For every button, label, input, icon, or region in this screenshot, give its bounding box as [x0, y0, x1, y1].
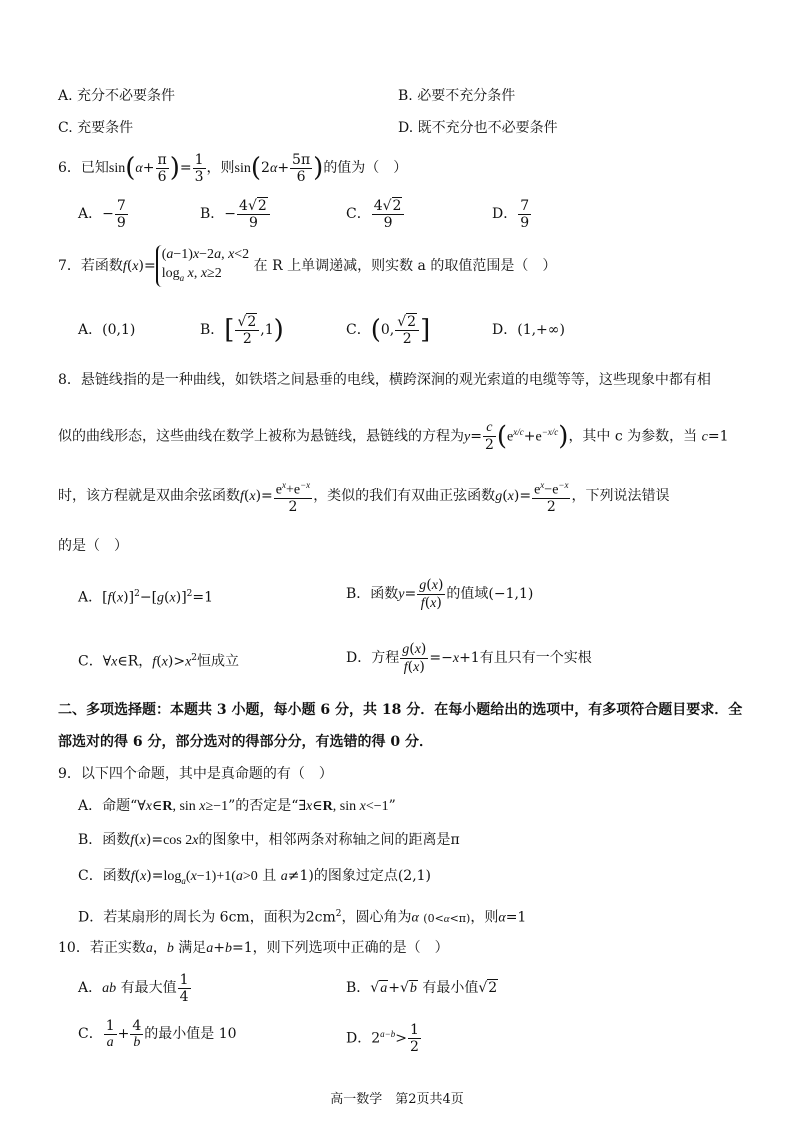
q7-stem: 7．若函数f(x)=(a−1)x−2a, x<2 $\log_a x$, x≥2 在 R 上单调递减，则实数 a 的取值范围是（ ）	[58, 244, 556, 288]
q9-option-c: C．函数$f(x)=\log_a(x-1)+1(a>0$ 且 a≠1)的图象过定点(2,1)	[78, 868, 432, 886]
q5-option-c: C. 充要条件	[58, 120, 134, 136]
q8-line3: 时，该方程就是双曲余弦函数f(x)= $\frac{e^x+e^{-x}}{2}$ ，类似的我们有双曲正弦函数g(x)= $\frac{e^x-e^{-x}}{2}$ ，下列说法错误	[58, 476, 669, 516]
q8-option-a: A．$[f(x)]^2-[g(x)]^2=1$	[78, 589, 214, 606]
section2-heading-line1: 二、多项选择题：本题共 3 小题，每小题 6 分，共 18 分．在每小题给出的选项中，有多项符合题目要求．全	[58, 702, 743, 718]
q8-line2: 似的曲线形态，这些曲线在数学上被称为悬链线，悬链线的方程为y= $\frac{c}{2}$ $(e^{x/c}+e^{-x/c})$，其中 c 为参数，当 c=1	[58, 420, 729, 454]
q6-option-a: A．− $\frac{7}{9}$	[78, 197, 126, 231]
q7-option-c: C．(0, $\frac{√2}{2}$ ]	[346, 313, 431, 347]
q5-option-a: A. 充分不必要条件	[58, 88, 176, 104]
section2-heading-line2: 部选对的得 6 分，部分选对的得部分分，有选错的得 0 分．	[58, 734, 433, 750]
q8-option-c: C．∀x∈R，$f(x)>x^2$恒成立	[78, 653, 240, 670]
q8-option-b: B．函数y= $\frac{g(x)}{f(x)}$ 的值域(−1,1)	[346, 576, 534, 611]
q6-option-d: D． $\frac{7}{9}$	[492, 197, 530, 231]
q6-option-c: C． $\frac{4√2}{9}$	[346, 194, 405, 234]
q8-line1: 8．悬链线指的是一种曲线，如铁塔之间悬垂的电线，横跨深涧的观光索道的电缆等等，这些现象中都有相	[58, 372, 711, 388]
q9-option-d: D．若某扇形的周长为 6cm，面积为$2cm^2$，圆心角为α (0<α<π)，则α=1	[78, 909, 527, 926]
q6-stem: 6．已知sin(α+ $\frac{\pi}{6}$ )= $\frac{1}{3}$ ，则sin(2α+ $\frac{5\pi}{6}$ )的值为（ ）	[58, 151, 408, 185]
q9-option-b: B．函数f(x)=cos 2x的图象中，相邻两条对称轴之间的距离是π	[78, 832, 460, 848]
q9-option-a: A．命题“∀x∈R, sin x≥−1”的否定是“∃x∈R, sin x<−1”	[78, 798, 396, 814]
q10-option-b: B．√a+√b 有最小值√2	[346, 980, 498, 996]
q10-option-a: A．ab 有最大值 $\frac{1}{4}$	[78, 971, 189, 1005]
q7-option-b: B．[ $\frac{√2}{2}$ ,1)	[200, 313, 284, 347]
q8-option-d: D．方程 $\frac{g(x)}{f(x)}$ =−x+1有且只有一个实根	[346, 640, 592, 675]
q10-option-d: D．$2^{a-b}>$ $\frac{1}{2}$	[346, 1022, 419, 1056]
q10-option-c: C． $\frac{1}{a}$ + $\frac{4}{b}$ 的最小值是 10	[78, 1017, 237, 1050]
page-footer: 高一数学 第2页共4页	[330, 1092, 464, 1107]
q10-stem: 10．若正实数a，b 满足a+b=1，则下列选项中正确的是（ ）	[58, 940, 449, 956]
q7-option-d: D．(1,+∞)	[492, 322, 565, 338]
q7-option-a: A．(0,1)	[78, 322, 136, 338]
q5-option-b: B. 必要不充分条件	[398, 88, 516, 104]
q6-option-b: B．− $\frac{4√2}{9}$	[200, 194, 271, 234]
q8-line4: 的是（ ）	[58, 538, 128, 554]
q9-stem: 9．以下四个命题，其中是真命题的有（ ）	[58, 766, 333, 782]
q5-option-d: D. 既不充分也不必要条件	[398, 120, 558, 136]
